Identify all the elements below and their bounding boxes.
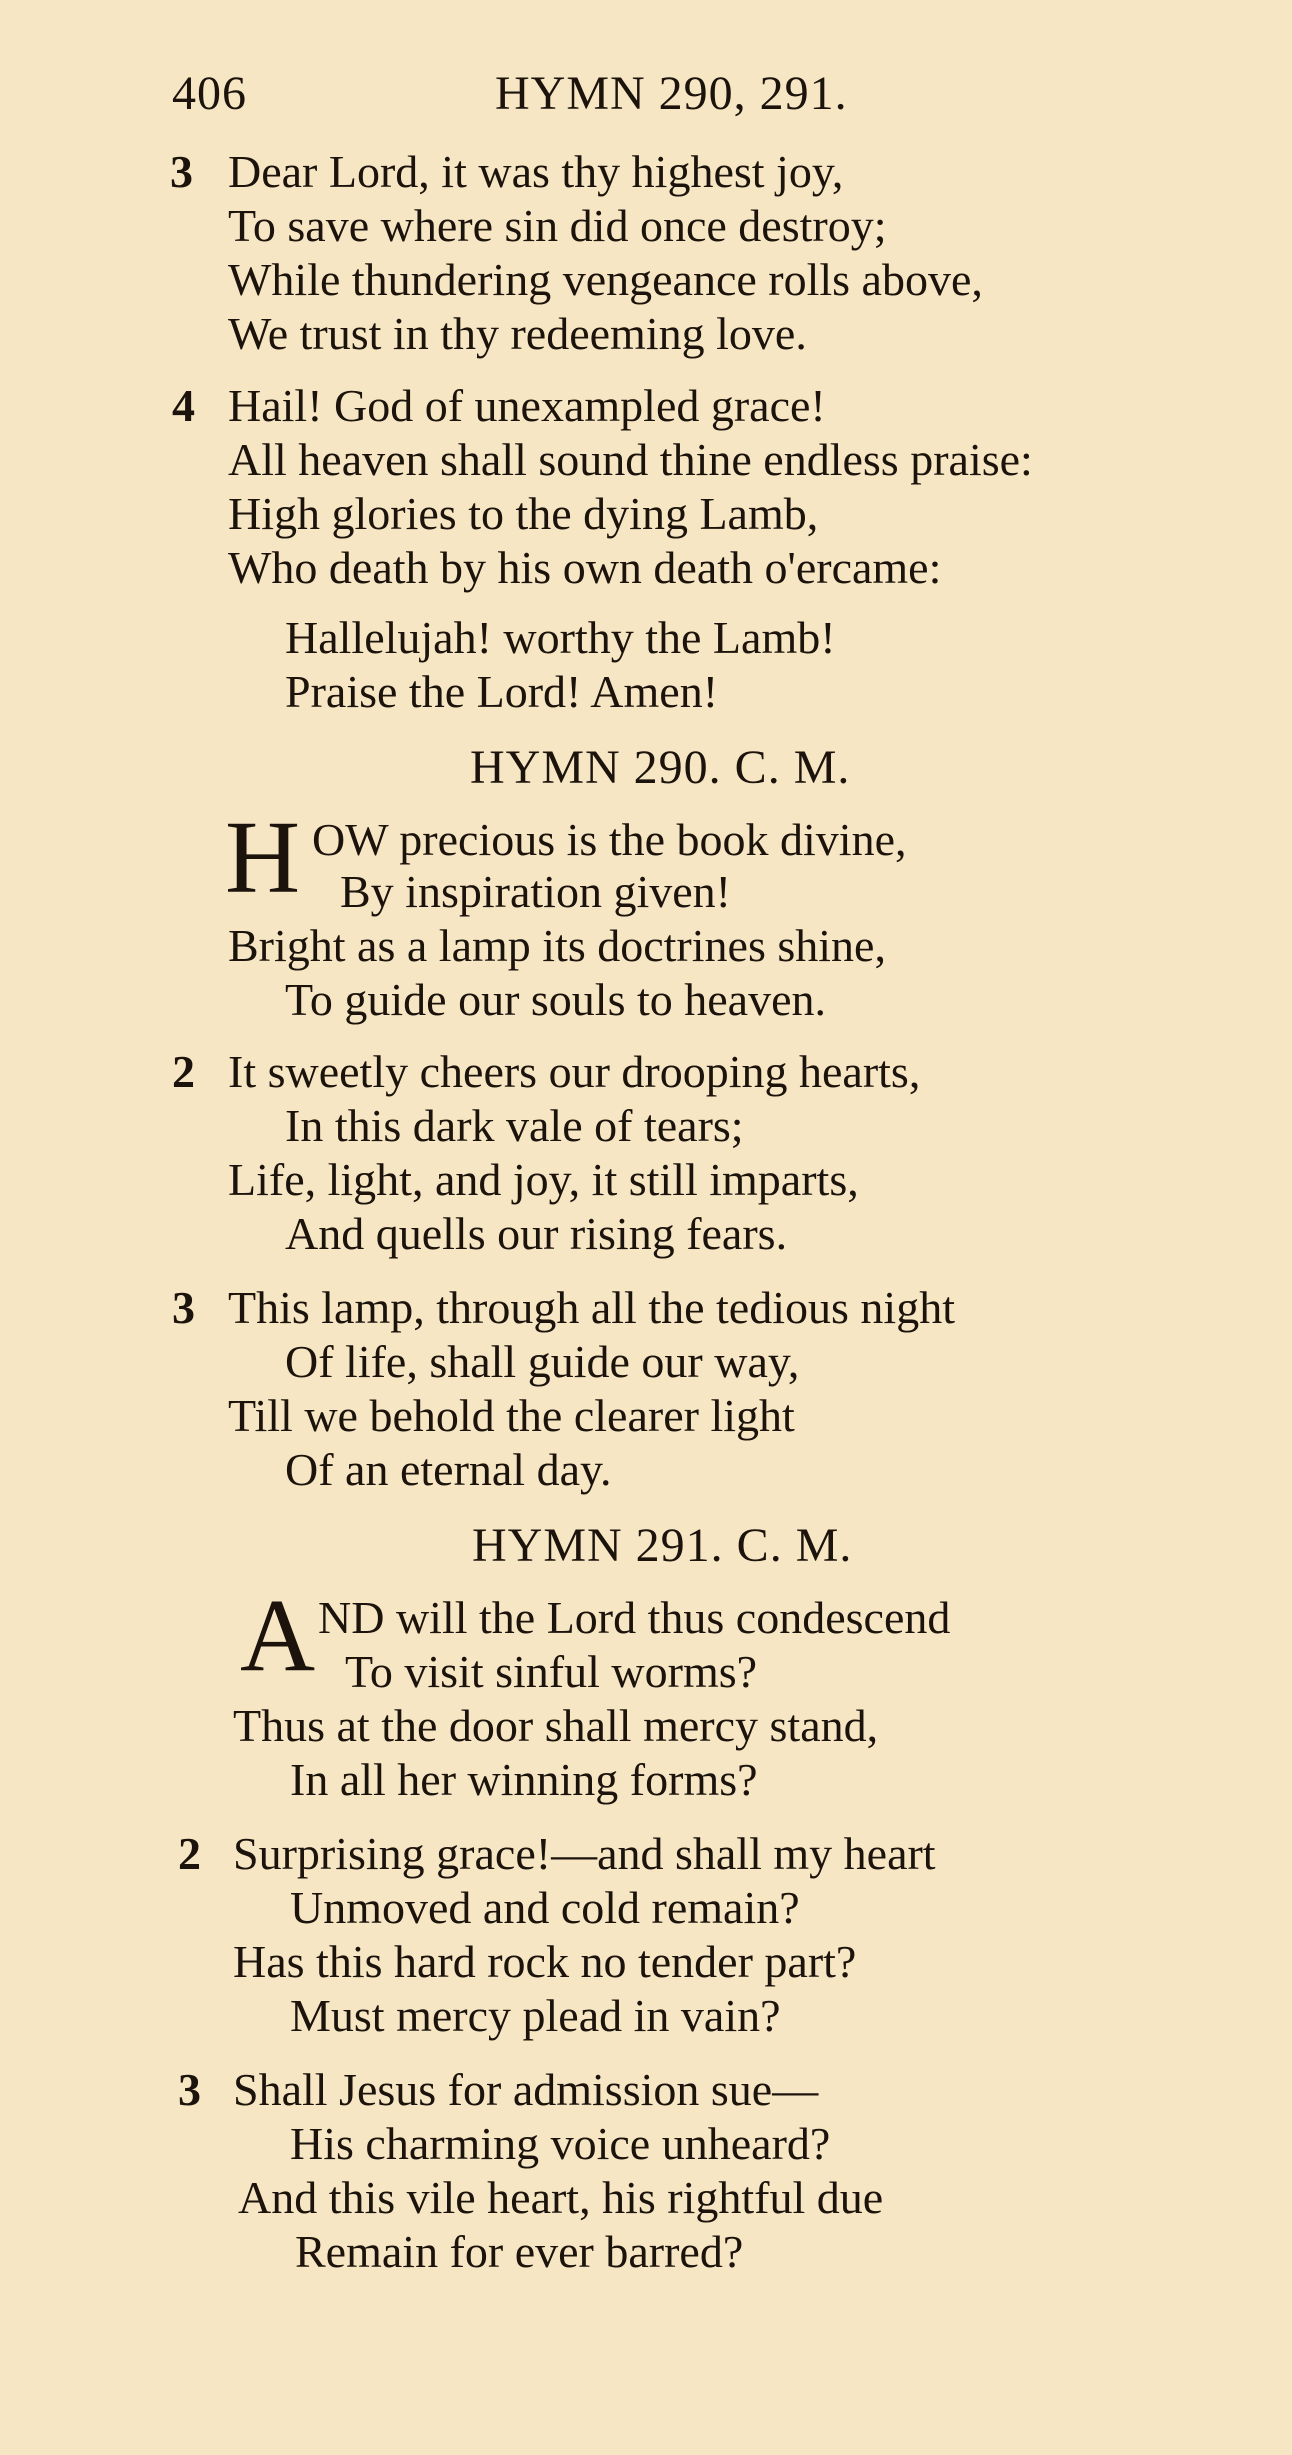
- verse-line: This lamp, through all the tedious night: [228, 1282, 955, 1333]
- verse-line: Dear Lord, it was thy highest joy,: [228, 146, 844, 197]
- stanza-number: 3: [170, 146, 193, 197]
- verse-line: Surprising grace!—and shall my heart: [233, 1828, 936, 1879]
- chorus-line: Hallelujah! worthy the Lamb!: [285, 612, 836, 663]
- verse-line: And this vile heart, his rightful due: [238, 2172, 884, 2223]
- stanza-number: 4: [172, 380, 195, 431]
- verse-line: In all her winning forms?: [290, 1754, 758, 1805]
- verse-line: Till we behold the clearer light: [228, 1390, 795, 1441]
- stanza-number: 2: [178, 1828, 201, 1879]
- verse-line: To guide our souls to heaven.: [285, 974, 827, 1025]
- verse-line: High glories to the dying Lamb,: [228, 488, 819, 539]
- chorus-line: Praise the Lord! Amen!: [285, 666, 719, 717]
- stanza-number: 3: [172, 1282, 195, 1333]
- verse-line: Thus at the door shall mercy stand,: [233, 1700, 879, 1751]
- verse-line: Bright as a lamp its doctrines shine,: [228, 920, 886, 971]
- verse-line: To save where sin did once destroy;: [228, 200, 887, 251]
- verse-line: OW precious is the book divine,: [312, 814, 907, 865]
- verse-line: In this dark vale of tears;: [285, 1100, 744, 1151]
- verse-line: Remain for ever barred?: [295, 2226, 744, 2277]
- verse-line: It sweetly cheers our drooping hearts,: [228, 1046, 921, 1097]
- verse-line: Of an eternal day.: [285, 1444, 612, 1495]
- verse-line: Shall Jesus for admission sue—: [233, 2064, 819, 2115]
- verse-line: ND will the Lord thus condescend: [318, 1592, 951, 1643]
- verse-line: Unmoved and cold remain?: [290, 1882, 800, 1933]
- drop-cap: A: [240, 1578, 316, 1693]
- verse-line: His charming voice unheard?: [290, 2118, 831, 2169]
- verse-line: And quells our rising fears.: [285, 1208, 788, 1259]
- verse-line: Of life, shall guide our way,: [285, 1336, 800, 1387]
- verse-line: While thundering vengeance rolls above,: [228, 254, 983, 305]
- drop-cap: H: [225, 800, 301, 915]
- verse-line: To visit sinful worms?: [345, 1646, 758, 1697]
- hymn-title: HYMN 290. C. M.: [470, 741, 851, 794]
- verse-line: Hail! God of unexampled grace!: [228, 380, 826, 431]
- hymn-title: HYMN 291. C. M.: [472, 1519, 853, 1572]
- verse-line: Who death by his own death o'ercame:: [228, 542, 942, 593]
- running-title: HYMN 290, 291.: [495, 67, 848, 120]
- stanza-number: 2: [172, 1046, 195, 1097]
- verse-line: All heaven shall sound thine endless praise:: [228, 434, 1033, 485]
- verse-line: By inspiration given!: [340, 866, 731, 917]
- page-number: 406: [172, 67, 247, 120]
- verse-line: We trust in thy redeeming love.: [228, 308, 807, 359]
- verse-line: Has this hard rock no tender part?: [233, 1936, 857, 1987]
- verse-line: Must mercy plead in vain?: [290, 1990, 781, 2041]
- verse-line: Life, light, and joy, it still imparts,: [228, 1154, 859, 1205]
- stanza-number: 3: [178, 2064, 201, 2115]
